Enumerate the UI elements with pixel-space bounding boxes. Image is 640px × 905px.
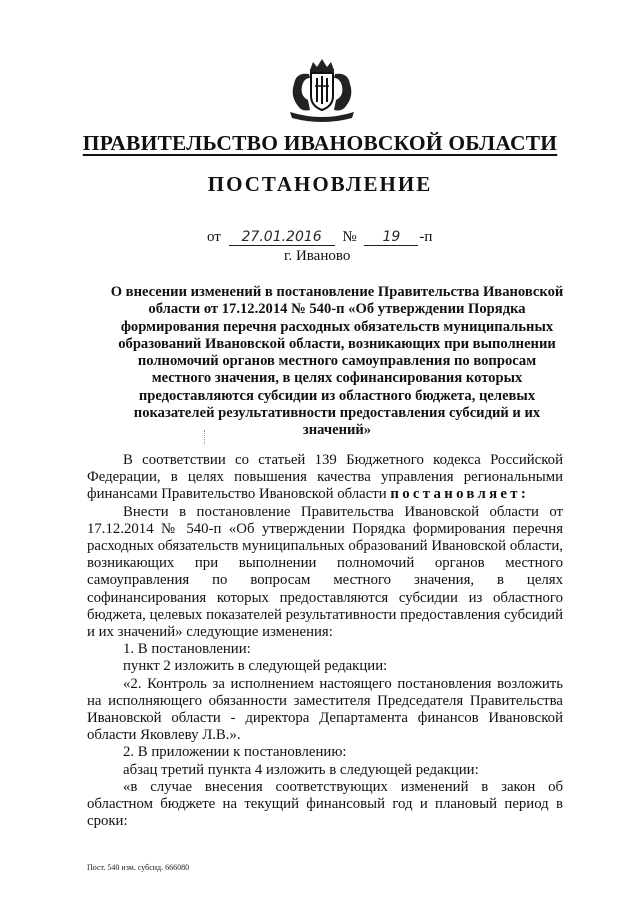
document-type: ПОСТАНОВЛЕНИЕ [207,172,433,196]
document-title: О внесении изменений в постановление Правительства Ивановской области от 17.12.2014 № 540-п «Об утверждении Порядка формирования перечня расходных обязательств муниципальных образований Ивановской области, возникающих при выполнении полномочий органов местного самоуправления по вопросам местного значения, в целях софинансирования которых предоставляются субсидии из областного бюджета, целевых показателей результативности предоставления субсидий и их значений» [110,284,564,439]
file-footer: Пост. 540 изм. субсид. 666080 [87,863,190,872]
preamble-text: В соответствии со статьей 139 Бюджетного кодекса Российской Федерации, в целях повышения качества управления региональными финансами Правительство Ивановской области [87,452,563,503]
body-paragraph: «в случае внесения соответствующих изменений в закон об областном бюджете на текущий финансовый год и плановый период в сроки: [87,778,563,830]
body-paragraph [87,452,563,504]
margin-mark [204,430,206,444]
body-paragraph: абзац третий пункта 4 изложить в следующей редакции: [123,761,479,778]
government-name: ПРАВИТЕЛЬСТВО ИВАНОВСКОЙ ОБЛАСТИ [82,131,558,155]
date-from-label: от [207,229,221,245]
body-paragraph: пункт 2 изложить в следующей редакции: [123,658,388,675]
document-body [87,452,563,830]
body-paragraph: 1. В постановлении: [123,641,251,658]
resolution-verb: постановляет: [390,486,530,503]
date-number-line [207,229,432,246]
body-paragraph: «2. Контроль за исполнением настоящего постановления возложить на исполняющего обязанности заместителя Председателя Правительства Ивановской области - директора Департамента финансов Ивановской области Яковлеву Л.В.». [87,675,563,744]
number-label: № [342,229,357,245]
number-suffix: -п [419,229,433,245]
body-paragraph: 2. В приложении к постановлению: [123,744,347,761]
city: г. Иваново [284,248,351,264]
document-date: 27.01.2016 [229,229,335,246]
body-paragraph: Внести в постановление Правительства Ивановской области от 17.12.2014 № 540-п «Об утверждении Порядка формирования перечня расходных обязательств муниципальных образований Ивановской области, возникающих при выполнении полномочий органов местного самоуправления по вопросам местного значения, в целях софинансирования которых предоставляются субсидии из областного бюджета, целевых показателей результативности предоставления субсидий и их значений» следующие изменения: [87,503,563,641]
document-number: 19 [364,229,418,246]
coat-of-arms-emblem-icon [282,56,362,124]
